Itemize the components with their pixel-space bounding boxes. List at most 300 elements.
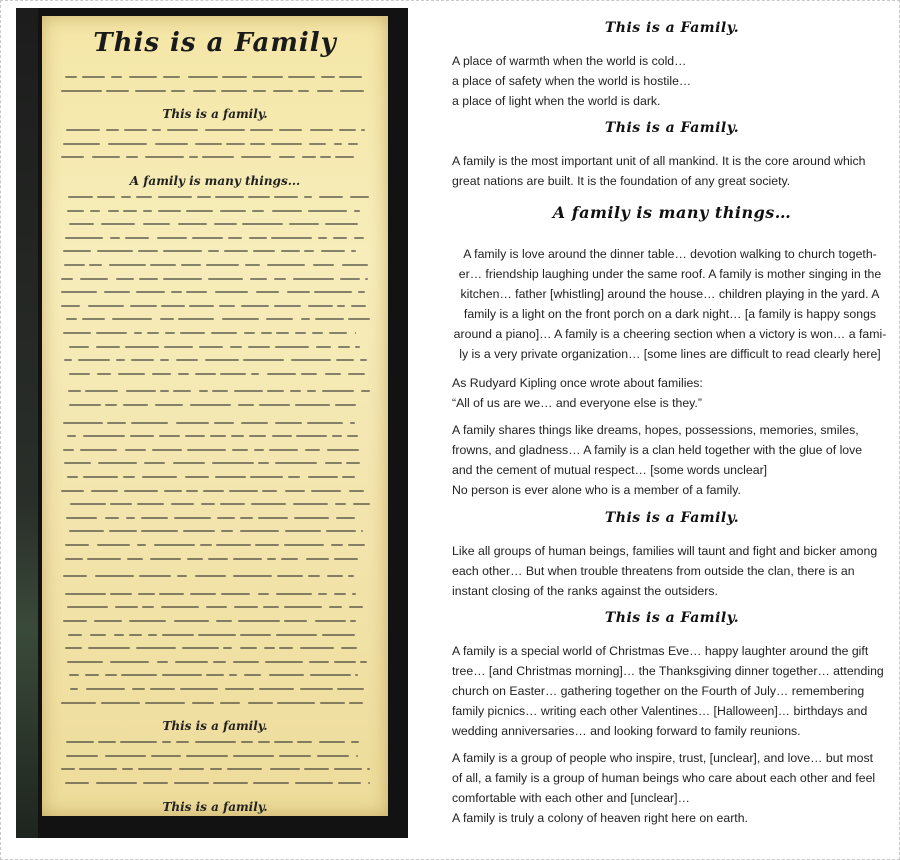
handwritten-word	[274, 305, 302, 307]
handwritten-word	[315, 318, 344, 320]
handwritten-word	[186, 210, 212, 212]
handwritten-word	[137, 503, 165, 505]
handwritten-word	[222, 76, 247, 78]
handwritten-word	[176, 359, 199, 361]
handwritten-word	[176, 422, 210, 424]
handwritten-word	[361, 530, 363, 532]
text-line: A family is a group of people who inspire, trust, [unclear], and love… but most	[452, 751, 874, 765]
handwritten-word	[159, 435, 180, 437]
handwritten-word	[320, 702, 344, 704]
handwritten-word	[227, 768, 262, 770]
handwritten-word	[228, 237, 243, 239]
handwritten-word	[223, 647, 232, 649]
handwritten-word	[105, 517, 119, 519]
handwriting-line	[42, 318, 388, 320]
handwritten-word	[212, 462, 253, 464]
handwriting-line	[42, 517, 388, 519]
handwritten-word	[130, 305, 156, 307]
handwritten-word	[150, 688, 175, 690]
handwritten-word	[308, 305, 333, 307]
handwritten-word	[69, 674, 79, 676]
handwritten-word	[66, 755, 98, 757]
text-line: comfortable with each other and [unclear]…	[452, 791, 690, 805]
handwritten-word	[279, 156, 295, 158]
text-line: A family is a special world of Christmas Eve… happy laughter around the gift	[452, 644, 869, 658]
handwritten-word	[206, 606, 227, 608]
handwritten-word	[108, 143, 148, 145]
handwritten-word	[334, 593, 347, 595]
handwriting-line	[42, 558, 388, 560]
handwritten-word	[66, 129, 100, 131]
handwritten-word	[354, 210, 361, 212]
handwritten-word	[233, 661, 259, 663]
handwritten-word	[352, 593, 356, 595]
text-line: ly is a very private organization… [some lines are difficult to read clearly here]	[459, 347, 881, 361]
handwritten-word	[65, 558, 83, 560]
handwritten-word	[105, 755, 146, 757]
handwritten-word	[285, 530, 321, 532]
handwritten-word	[270, 768, 301, 770]
handwritten-word	[275, 422, 302, 424]
handwriting-line	[42, 90, 388, 92]
handwritten-word	[301, 318, 310, 320]
handwritten-word	[130, 435, 154, 437]
handwritten-word	[314, 291, 352, 293]
handwritten-word	[319, 741, 345, 743]
handwritten-word	[179, 768, 204, 770]
handwritten-word	[114, 634, 124, 636]
text-line: church on Easter… gathering together on the Fourth of July… remembering	[452, 684, 865, 698]
handwritten-word	[277, 575, 303, 577]
handwritten-word	[175, 661, 208, 663]
handwritten-word	[123, 476, 135, 478]
handwritten-word	[258, 462, 269, 464]
handwritten-word	[68, 634, 82, 636]
text-line: family picnics… writing each other Valentines… [Halloween]… birthdays and	[452, 704, 868, 718]
handwritten-word	[250, 278, 267, 280]
handwritten-word	[354, 237, 364, 239]
handwritten-word	[198, 634, 236, 636]
handwritten-word	[160, 390, 169, 392]
handwritten-word	[229, 490, 257, 492]
handwritten-word	[333, 237, 347, 239]
handwritten-word	[121, 196, 131, 198]
handwritten-word	[163, 76, 181, 78]
handwritten-word	[97, 544, 130, 546]
handwritten-word	[327, 575, 343, 577]
handwritten-word	[97, 250, 133, 252]
handwritten-word	[266, 318, 293, 320]
poster-subheading: This is a family.	[162, 107, 268, 122]
handwritten-word	[339, 76, 362, 78]
handwritten-word	[254, 449, 264, 451]
handwritten-word	[318, 237, 327, 239]
handwritten-word	[255, 544, 279, 546]
text-line: a place of safety when the world is hostile…	[452, 74, 692, 88]
handwritten-word	[279, 129, 302, 131]
handwritten-word	[300, 688, 333, 690]
handwritten-word	[234, 390, 263, 392]
handwritten-word	[308, 476, 339, 478]
handwritten-word	[64, 264, 85, 266]
handwritten-word	[210, 768, 222, 770]
handwritten-word	[241, 305, 268, 307]
handwritten-word	[101, 223, 136, 225]
handwritten-word	[63, 250, 91, 252]
handwritten-word	[252, 210, 264, 212]
handwritten-word	[329, 332, 348, 334]
handwritten-word	[67, 606, 107, 608]
handwritten-word	[215, 291, 249, 293]
handwritten-word	[67, 476, 78, 478]
handwritten-word	[162, 674, 202, 676]
handwritten-word	[69, 346, 89, 348]
handwritten-word	[193, 90, 216, 92]
handwritten-word	[122, 768, 134, 770]
handwritten-word	[335, 404, 356, 406]
handwritten-word	[233, 558, 262, 560]
handwritten-word	[131, 359, 154, 361]
handwritten-word	[134, 332, 142, 334]
handwritten-word	[160, 318, 174, 320]
handwritten-word	[208, 278, 243, 280]
handwritten-word	[162, 634, 194, 636]
parchment-poster	[42, 16, 388, 816]
paragraph-5	[452, 420, 888, 500]
handwriting-line	[42, 422, 388, 424]
handwritten-word	[86, 688, 125, 690]
handwritten-word	[190, 593, 216, 595]
handwritten-word	[70, 688, 79, 690]
handwritten-word	[356, 755, 358, 757]
text-line: A family is truly a colony of heaven right here on earth.	[452, 811, 748, 825]
handwritten-word	[63, 143, 100, 145]
handwritten-word	[201, 503, 215, 505]
handwriting-line	[42, 462, 388, 464]
text-line: great nations are built. It is the foundation of any great society.	[452, 174, 791, 188]
handwriting-line	[42, 647, 388, 649]
handwritten-word	[335, 156, 354, 158]
handwriting-line	[42, 346, 388, 348]
handwriting-line	[42, 606, 388, 608]
handwritten-word	[177, 575, 187, 577]
handwritten-word	[164, 490, 182, 492]
handwritten-word	[288, 476, 301, 478]
handwritten-word	[79, 768, 117, 770]
handwritten-word	[338, 782, 362, 784]
handwritten-word	[348, 575, 354, 577]
handwritten-word	[349, 490, 364, 492]
handwritten-word	[171, 90, 185, 92]
handwritten-word	[65, 544, 89, 546]
handwritten-word	[240, 517, 253, 519]
handwritten-word	[244, 332, 255, 334]
handwritten-word	[197, 196, 211, 198]
handwritten-word	[187, 449, 226, 451]
handwritten-word	[118, 373, 145, 375]
text-line: frowns, and gladness… A family is a clan held together with the glue of love	[452, 443, 863, 457]
text-line: A family is the most important unit of all mankind. It is the core around which	[452, 154, 866, 168]
handwritten-word	[64, 359, 72, 361]
handwritten-word	[178, 373, 189, 375]
handwriting-line	[42, 503, 388, 505]
handwritten-word	[109, 530, 136, 532]
handwritten-word	[232, 449, 248, 451]
handwriting-line	[42, 390, 388, 392]
handwritten-word	[82, 318, 105, 320]
handwritten-word	[285, 490, 305, 492]
handwritten-word	[90, 210, 101, 212]
handwritten-word	[116, 278, 133, 280]
handwriting-line	[42, 156, 388, 158]
text-line: “All of us are we… and everyone else is they.”	[452, 396, 702, 410]
handwritten-word	[69, 223, 94, 225]
handwritten-word	[318, 593, 327, 595]
handwritten-word	[95, 575, 134, 577]
handwritten-word	[96, 332, 127, 334]
handwritten-word	[250, 129, 273, 131]
handwritten-word	[305, 449, 320, 451]
handwritten-word	[108, 210, 119, 212]
handwritten-word	[274, 278, 286, 280]
paragraph-6	[452, 541, 888, 601]
handwritten-word	[88, 647, 130, 649]
photo-background-wall	[16, 8, 38, 838]
handwritten-word	[80, 449, 117, 451]
handwritten-word	[302, 156, 316, 158]
handwritten-word	[367, 768, 371, 770]
handwritten-word	[258, 741, 270, 743]
handwritten-word	[206, 674, 224, 676]
handwritten-word	[165, 332, 175, 334]
handwritten-word	[174, 620, 209, 622]
handwritten-word	[215, 196, 244, 198]
handwritten-word	[143, 782, 167, 784]
handwritten-word	[147, 332, 159, 334]
handwritten-word	[215, 476, 246, 478]
handwritten-word	[104, 291, 130, 293]
handwritten-word	[326, 530, 355, 532]
handwritten-word	[180, 332, 205, 334]
paragraph-kipling	[452, 373, 888, 413]
handwritten-word	[78, 359, 111, 361]
handwritten-word	[211, 332, 237, 334]
handwritten-word	[131, 422, 167, 424]
handwritten-word	[96, 346, 120, 348]
handwritten-word	[138, 593, 154, 595]
handwritten-word	[66, 517, 97, 519]
handwritten-word	[253, 782, 288, 784]
handwritten-word	[243, 359, 284, 361]
handwritten-word	[69, 373, 90, 375]
handwritten-word	[349, 606, 364, 608]
text-line: of all, a family is a group of human beings who care about each other and feel	[452, 771, 876, 785]
handwritten-word	[238, 620, 280, 622]
handwritten-word	[340, 90, 364, 92]
handwritten-word	[68, 390, 81, 392]
handwritten-word	[337, 688, 363, 690]
handwritten-word	[110, 503, 132, 505]
handwritten-word	[206, 264, 239, 266]
handwritten-word	[284, 544, 324, 546]
handwritten-word	[145, 702, 185, 704]
handwritten-word	[195, 143, 222, 145]
handwritten-word	[274, 741, 293, 743]
handwritten-word	[220, 702, 240, 704]
handwritten-word	[293, 503, 328, 505]
handwritten-word	[68, 196, 93, 198]
handwritten-word	[124, 129, 147, 131]
handwritten-word	[279, 755, 311, 757]
handwritten-word	[348, 544, 365, 546]
handwritten-word	[295, 332, 307, 334]
handwritten-word	[180, 688, 218, 690]
handwritten-word	[353, 503, 370, 505]
handwritten-word	[361, 390, 370, 392]
handwritten-word	[221, 593, 251, 595]
handwriting-line	[42, 143, 388, 145]
handwritten-word	[212, 390, 228, 392]
handwritten-word	[61, 278, 74, 280]
handwritten-word	[360, 661, 367, 663]
handwriting-line	[42, 449, 388, 451]
handwritten-word	[242, 223, 283, 225]
handwritten-word	[144, 462, 165, 464]
handwritten-word	[181, 264, 201, 266]
handwritten-word	[171, 291, 182, 293]
handwritten-word	[138, 250, 158, 252]
handwriting-line	[42, 688, 388, 690]
handwritten-word	[116, 359, 125, 361]
handwritten-word	[129, 634, 142, 636]
handwritten-word	[66, 318, 77, 320]
handwritten-word	[222, 318, 259, 320]
handwritten-word	[65, 782, 89, 784]
handwritten-word	[167, 129, 198, 131]
handwritten-word	[152, 129, 162, 131]
handwriting-line	[42, 702, 388, 704]
handwritten-word	[66, 741, 94, 743]
handwritten-word	[350, 422, 356, 424]
text-line: A family shares things like dreams, hopes, possessions, memories, smiles,	[452, 423, 859, 437]
handwritten-word	[248, 346, 270, 348]
handwritten-word	[112, 318, 153, 320]
handwriting-line	[42, 210, 388, 212]
handwriting-line	[42, 404, 388, 406]
handwritten-word	[295, 782, 333, 784]
handwritten-word	[337, 305, 345, 307]
handwritten-word	[267, 264, 305, 266]
paragraph-7	[452, 641, 888, 741]
handwriting-line	[42, 264, 388, 266]
handwritten-word	[267, 390, 284, 392]
handwritten-word	[155, 404, 183, 406]
handwritten-word	[145, 156, 183, 158]
handwritten-word	[80, 278, 108, 280]
handwriting-line	[42, 490, 388, 492]
handwritten-word	[178, 318, 215, 320]
handwritten-word	[152, 373, 172, 375]
handwritten-word	[287, 291, 310, 293]
handwritten-word	[245, 264, 261, 266]
handwritten-word	[106, 129, 119, 131]
text-line: each other… But when trouble threatens from outside the clan, there is an	[452, 564, 855, 578]
handwritten-word	[69, 530, 104, 532]
handwritten-word	[298, 90, 309, 92]
handwritten-word	[208, 558, 229, 560]
handwritten-word	[219, 305, 235, 307]
handwritten-word	[213, 661, 226, 663]
handwritten-word	[135, 90, 166, 92]
handwritten-word	[190, 404, 231, 406]
handwritten-word	[269, 449, 299, 451]
handwriting-line	[42, 476, 388, 478]
handwritten-word	[61, 305, 81, 307]
handwritten-word	[109, 264, 146, 266]
handwritten-word	[85, 390, 118, 392]
handwritten-word	[155, 143, 188, 145]
handwritten-word	[320, 156, 331, 158]
text-line: As Rudyard Kipling once wrote about families:	[452, 376, 703, 390]
handwritten-word	[120, 741, 157, 743]
handwritten-word	[67, 435, 76, 437]
handwritten-word	[294, 517, 328, 519]
handwritten-word	[309, 661, 329, 663]
text-line: No person is ever alone who is a member of a family.	[452, 483, 741, 497]
handwritten-word	[217, 517, 235, 519]
handwritten-word	[195, 741, 236, 743]
handwritten-word	[351, 741, 359, 743]
handwritten-word	[126, 390, 156, 392]
handwritten-word	[336, 517, 355, 519]
handwritten-word	[64, 462, 92, 464]
handwritten-word	[306, 558, 329, 560]
handwritten-word	[61, 768, 75, 770]
handwritten-word	[251, 503, 286, 505]
handwritten-word	[281, 558, 298, 560]
handwritten-word	[67, 661, 103, 663]
handwritten-word	[361, 129, 365, 131]
handwritten-word	[107, 422, 126, 424]
handwritten-word	[321, 76, 335, 78]
handwritten-word	[136, 291, 165, 293]
handwritten-word	[139, 278, 158, 280]
handwritten-word	[334, 768, 362, 770]
handwritten-word	[142, 606, 153, 608]
handwritten-word	[355, 674, 357, 676]
text-line: A place of warmth when the world is cold…	[452, 54, 687, 68]
handwritten-word	[342, 264, 368, 266]
handwritten-word	[271, 143, 302, 145]
handwritten-word	[87, 558, 121, 560]
handwritten-word	[349, 702, 363, 704]
handwritten-word	[220, 503, 245, 505]
handwritten-word	[157, 237, 187, 239]
handwritten-word	[272, 210, 303, 212]
handwritten-word	[129, 76, 157, 78]
handwritten-word	[241, 156, 271, 158]
handwritten-word	[216, 620, 232, 622]
handwritten-word	[143, 223, 170, 225]
handwritten-word	[252, 76, 283, 78]
handwritten-word	[96, 782, 137, 784]
handwritten-word	[92, 156, 120, 158]
handwritten-word	[174, 517, 211, 519]
handwritten-word	[290, 390, 301, 392]
handwritten-word	[192, 237, 223, 239]
handwritten-word	[332, 435, 342, 437]
handwritten-word	[158, 196, 193, 198]
